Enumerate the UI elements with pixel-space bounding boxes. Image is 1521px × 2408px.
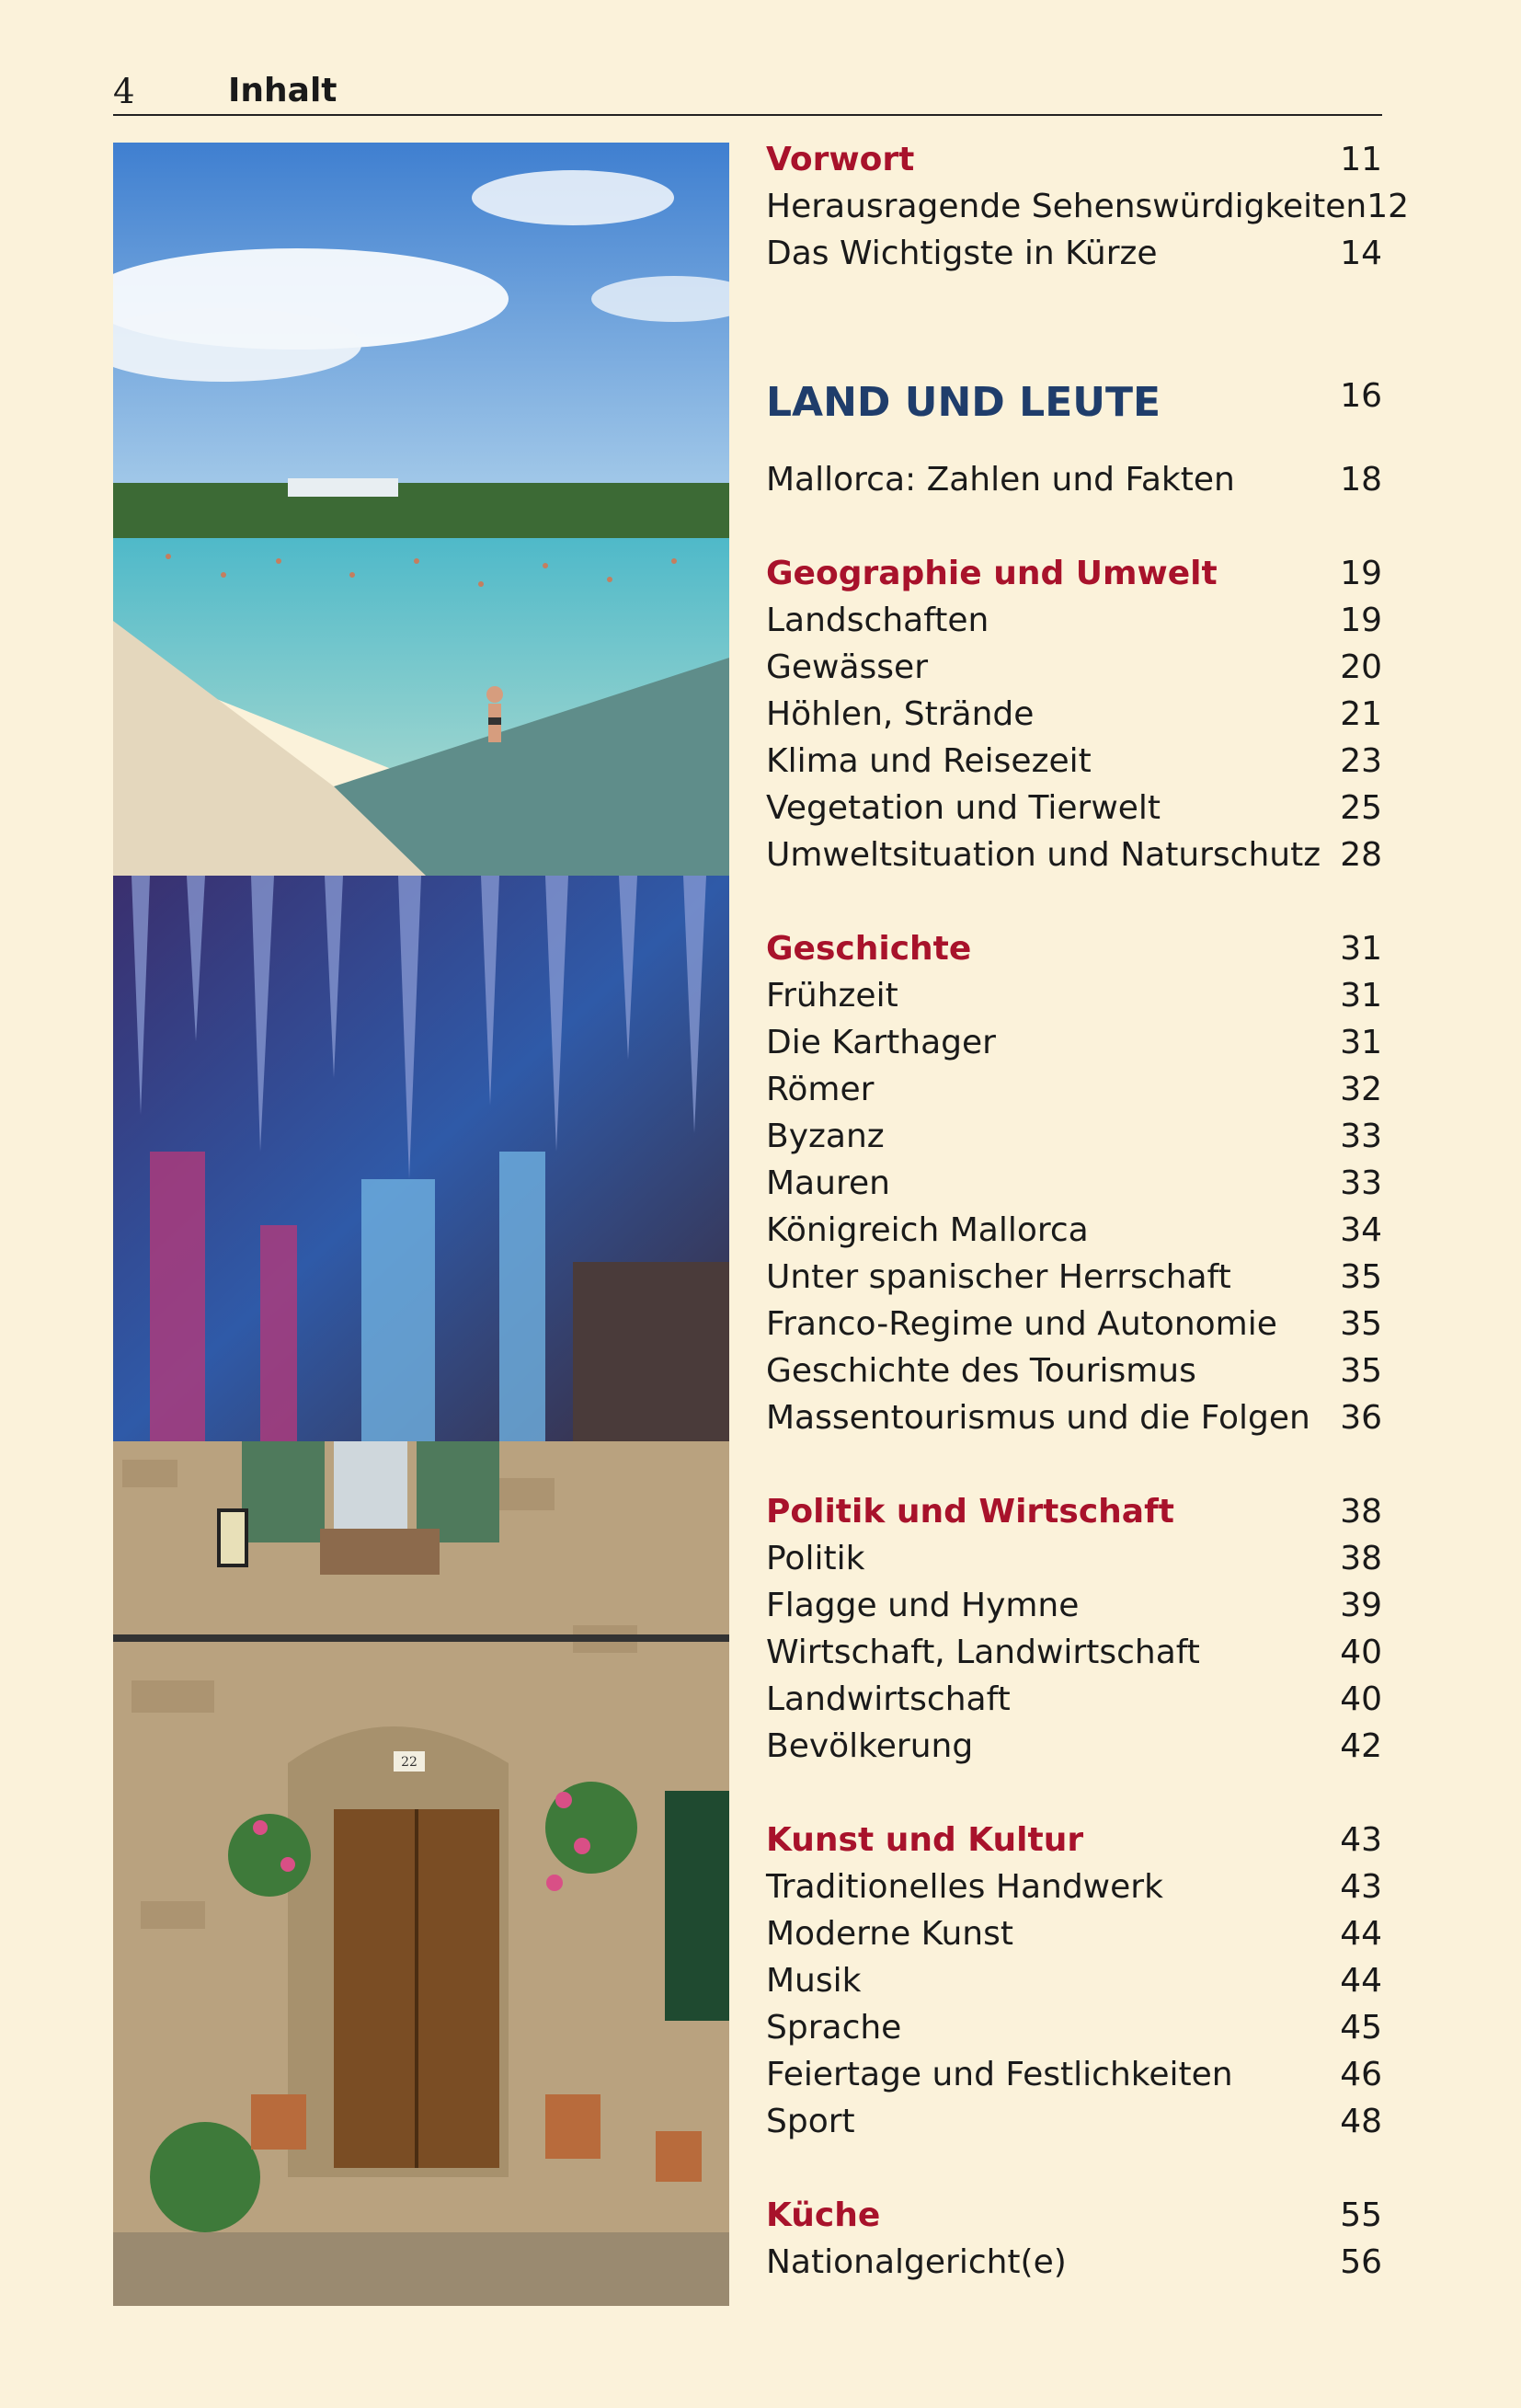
page-header xyxy=(113,70,1382,116)
toc-item-facts[interactable] xyxy=(766,456,1382,503)
toc-page: 45 xyxy=(1340,2009,1382,2047)
toc-label: Politik und Wirtschaft xyxy=(766,1493,1174,1531)
running-title: Inhalt xyxy=(228,72,337,109)
toc-page: 38 xyxy=(1340,1493,1382,1531)
toc-item[interactable] xyxy=(766,1301,1382,1347)
toc-item[interactable] xyxy=(766,1207,1382,1254)
chapter-page: 16 xyxy=(1340,377,1382,415)
toc-page: 18 xyxy=(1340,461,1382,499)
toc-label: Vegetation und Tierwelt xyxy=(766,789,1161,827)
toc-label: Massentourismus und die Folgen xyxy=(766,1399,1310,1437)
toc-item[interactable] xyxy=(766,691,1382,738)
toc-page: 31 xyxy=(1340,1024,1382,1061)
toc-page: 48 xyxy=(1340,2103,1382,2140)
toc-label: Feiertage und Festlichkeiten xyxy=(766,2056,1233,2093)
toc-label: Vorwort xyxy=(766,141,915,178)
toc-item[interactable] xyxy=(766,1160,1382,1207)
toc-page: 12 xyxy=(1367,188,1410,225)
toc-item[interactable] xyxy=(766,183,1410,230)
toc-page: 35 xyxy=(1340,1305,1382,1343)
toc-page: 40 xyxy=(1340,1680,1382,1718)
toc-label: Geschichte xyxy=(766,930,972,968)
toc-label: Herausragende Sehenswürdigkeiten xyxy=(766,188,1367,225)
toc-page: 33 xyxy=(1340,1118,1382,1155)
toc-label: Flagge und Hymne xyxy=(766,1587,1080,1624)
toc-label: Die Karthager xyxy=(766,1024,996,1061)
spacer xyxy=(766,878,1382,925)
toc-item[interactable] xyxy=(766,1019,1382,1066)
toc-label: Gewässer xyxy=(766,648,929,686)
toc-page: 20 xyxy=(1340,648,1382,686)
spacer xyxy=(766,277,1382,371)
spacer xyxy=(766,2145,1382,2192)
toc-page: 42 xyxy=(1340,1727,1382,1765)
village-door-photo xyxy=(113,1441,729,2306)
toc-label: Frühzeit xyxy=(766,977,898,1015)
toc-label: Höhlen, Strände xyxy=(766,695,1035,733)
toc-label: Moderne Kunst xyxy=(766,1915,1013,1953)
toc-item[interactable] xyxy=(766,1676,1382,1723)
toc-label: Byzanz xyxy=(766,1118,885,1155)
toc-page: 44 xyxy=(1340,1962,1382,2000)
toc-item[interactable] xyxy=(766,1863,1382,1910)
toc-label: Römer xyxy=(766,1071,875,1108)
toc-item[interactable] xyxy=(766,644,1382,691)
toc-section-heading[interactable] xyxy=(766,550,1382,597)
toc-label: Nationalgericht(e) xyxy=(766,2243,1067,2281)
toc-section-heading[interactable] xyxy=(766,2192,1382,2239)
toc-page: 11 xyxy=(1340,141,1382,178)
toc-label: Sport xyxy=(766,2103,855,2140)
toc-label: Wirtschaft, Landwirtschaft xyxy=(766,1634,1200,1671)
toc-page: 31 xyxy=(1340,977,1382,1015)
toc-item[interactable] xyxy=(766,1582,1382,1629)
toc-item[interactable] xyxy=(766,1957,1382,2004)
toc-page: 28 xyxy=(1340,836,1382,874)
toc-label: Umweltsituation und Naturschutz xyxy=(766,836,1321,874)
toc-item[interactable] xyxy=(766,1535,1382,1582)
toc-section-heading[interactable] xyxy=(766,925,1382,972)
toc-heading-vorwort[interactable] xyxy=(766,136,1382,183)
toc-label: Franco-Regime und Autonomie xyxy=(766,1305,1277,1343)
toc-item[interactable] xyxy=(766,1254,1382,1301)
toc-item[interactable] xyxy=(766,2004,1382,2051)
toc-item[interactable] xyxy=(766,597,1382,644)
toc-label: Unter spanischer Herrschaft xyxy=(766,1258,1231,1296)
toc-page: 55 xyxy=(1340,2196,1382,2234)
beach-photo xyxy=(113,143,729,876)
toc-item[interactable] xyxy=(766,1066,1382,1113)
toc-page: 38 xyxy=(1340,1540,1382,1577)
image-column xyxy=(113,143,729,2306)
toc-page: 34 xyxy=(1340,1211,1382,1249)
table-of-contents xyxy=(766,136,1410,2286)
toc-chapter[interactable] xyxy=(766,371,1382,435)
toc-item[interactable] xyxy=(766,738,1382,785)
toc-label: Küche xyxy=(766,2196,881,2234)
toc-page: 43 xyxy=(1340,1821,1382,1859)
spacer xyxy=(766,1770,1382,1817)
toc-label: Landschaften xyxy=(766,602,989,639)
toc-item[interactable] xyxy=(766,1629,1382,1676)
toc-section-heading[interactable] xyxy=(766,1817,1382,1863)
toc-page: 19 xyxy=(1340,555,1382,592)
toc-label: Sprache xyxy=(766,2009,902,2047)
toc-label: Königreich Mallorca xyxy=(766,1211,1089,1249)
spacer xyxy=(766,435,1382,456)
toc-item[interactable] xyxy=(766,831,1382,878)
toc-page: 33 xyxy=(1340,1164,1382,1202)
toc-label: Politik xyxy=(766,1540,865,1577)
page-number: 4 xyxy=(113,72,135,111)
toc-label: Das Wichtigste in Kürze xyxy=(766,235,1158,272)
toc-item[interactable] xyxy=(766,2098,1382,2145)
toc-label: Musik xyxy=(766,1962,862,2000)
toc-item[interactable] xyxy=(766,972,1382,1019)
toc-label: Traditionelles Handwerk xyxy=(766,1868,1163,1906)
toc-page: 31 xyxy=(1340,930,1382,968)
toc-page: 35 xyxy=(1340,1352,1382,1390)
toc-item[interactable] xyxy=(766,1113,1382,1160)
toc-item[interactable] xyxy=(766,1910,1382,1957)
toc-item[interactable] xyxy=(766,785,1382,831)
toc-page: 23 xyxy=(1340,742,1382,780)
toc-label: Bevölkerung xyxy=(766,1727,974,1765)
toc-page: 56 xyxy=(1340,2243,1382,2281)
toc-label: Kunst und Kultur xyxy=(766,1821,1084,1859)
toc-page: 21 xyxy=(1340,695,1382,733)
cave-photo xyxy=(113,876,729,1441)
toc-sections xyxy=(766,503,1382,2286)
toc-page: 32 xyxy=(1340,1071,1382,1108)
toc-item[interactable] xyxy=(766,1394,1382,1441)
toc-label: Klima und Reisezeit xyxy=(766,742,1092,780)
toc-label: Geographie und Umwelt xyxy=(766,555,1218,592)
toc-label: Mallorca: Zahlen und Fakten xyxy=(766,461,1235,499)
toc-page: 14 xyxy=(1340,235,1382,272)
toc-item[interactable] xyxy=(766,1347,1382,1394)
spacer xyxy=(766,503,1382,550)
chapter-title: LAND UND LEUTE xyxy=(766,379,1161,426)
toc-label: Mauren xyxy=(766,1164,890,1202)
house-number: 22 xyxy=(401,1755,417,1770)
toc-label: Geschichte des Tourismus xyxy=(766,1352,1196,1390)
toc-page: 35 xyxy=(1340,1258,1382,1296)
spacer xyxy=(766,1441,1382,1488)
toc-section-heading[interactable] xyxy=(766,1488,1382,1535)
toc-page: 39 xyxy=(1340,1587,1382,1624)
toc-item[interactable] xyxy=(766,2051,1382,2098)
toc-page: 36 xyxy=(1340,1399,1382,1437)
toc-label: Landwirtschaft xyxy=(766,1680,1011,1718)
toc-page: 44 xyxy=(1340,1915,1382,1953)
toc-page: 40 xyxy=(1340,1634,1382,1671)
toc-item[interactable] xyxy=(766,230,1382,277)
toc-page: 43 xyxy=(1340,1868,1382,1906)
toc-page: 25 xyxy=(1340,789,1382,827)
toc-page: 19 xyxy=(1340,602,1382,639)
toc-item[interactable] xyxy=(766,1723,1382,1770)
toc-item[interactable] xyxy=(766,2239,1382,2286)
toc-page: 46 xyxy=(1340,2056,1382,2093)
